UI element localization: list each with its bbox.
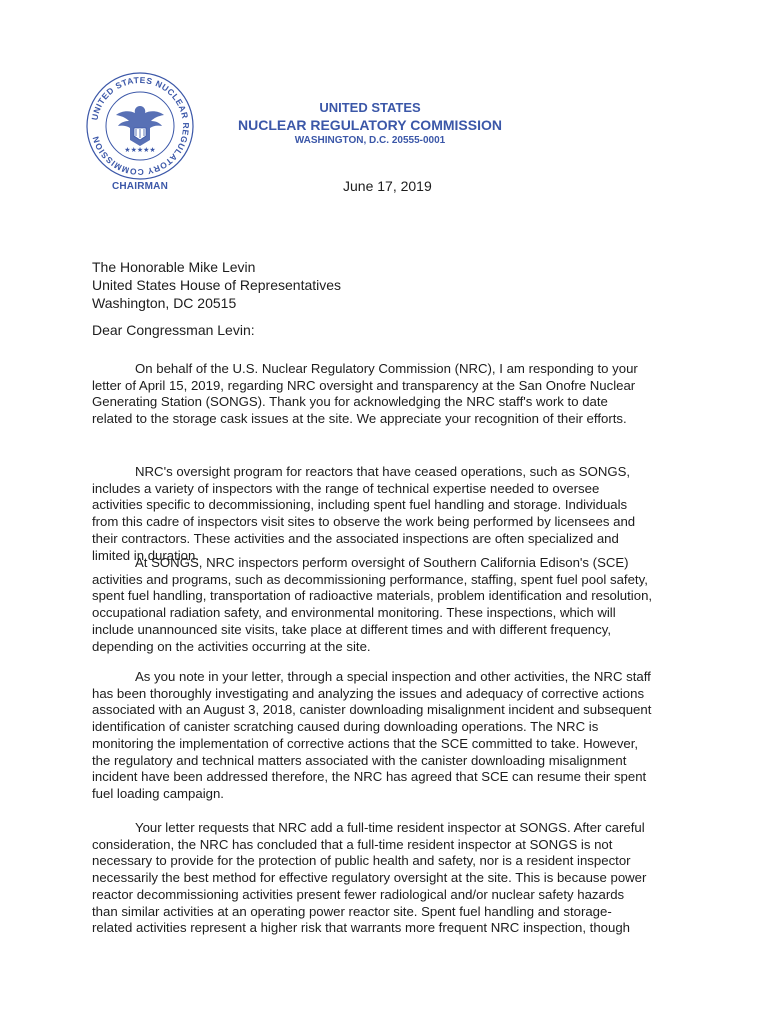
address-line: United States House of Representatives [92,277,342,293]
paragraph-line: reactor decommissioning activities present fewer radiological and/or nuclear safety hazards [92,886,625,902]
paragraph-line: the regulatory and technical matters associated with the canister downloading misalignment [92,752,627,768]
paragraph-line: Generating Station (SONGS). Thank you for acknowledging the NRC staff's work to date [92,394,608,410]
paragraph-line: consideration, the NRC has concluded that a full-time resident inspector at SONGS is not [92,836,613,852]
paragraph-line: NRC's oversight program for reactors that have ceased operations, such as SONGS, [135,464,631,479]
paragraph-line: At SONGS, NRC inspectors perform oversight of Southern California Edison's (SCE) [135,555,629,570]
office-label: CHAIRMAN [111,181,169,192]
body-paragraph [92,464,635,564]
paragraph-line: activities and programs, such as decommissioning performance, staffing, spent fuel pool safety, [92,571,648,587]
seal-ring-text: UNITED STATES NUCLEAR REGULATORY COMMISSION [89,74,192,178]
paragraph-line: necessarily the best method for effective regulatory oversight at the site. This is because power [92,870,647,886]
body-paragraph [92,820,646,937]
paragraph-line: As you note in your letter, through a special inspection and other activities, the NRC staff [135,669,651,684]
paragraph-line: monitoring the implementation of corrective actions that the SCE committed to take. However, [92,735,639,751]
agency-header [220,100,520,148]
body-paragraph [92,669,651,803]
letter-date: June 17, 2019 [343,178,432,194]
salutation: Dear Congressman Levin: [92,322,255,338]
paragraph-line: necessary to provide for the protection of public health and safety, nor is a resident inspector [92,853,631,869]
paragraph-line: depending on the activities occurring at the site. [92,638,371,654]
paragraph-line: fuel loading campaign. [92,785,224,801]
address-line: The Honorable Mike Levin [92,259,256,275]
paragraph-line: than similar activities at an operating power reactor site. Spent fuel handling and storage- [92,903,612,919]
paragraph-line: includes a variety of inspectors with the range of technical expertise needed to oversee [92,480,600,496]
paragraph-line: Your letter requests that NRC add a full-time resident inspector at SONGS. After careful [135,820,645,835]
paragraph-line: limited in duration. [92,547,200,563]
seal-graphic [84,70,196,182]
paragraph-line: related activities represent a higher risk that warrants more frequent NRC inspection, though [92,920,631,936]
paragraph-line: incident have been addressed therefore, the NRC has agreed that SCE can resume their spent [92,769,647,785]
address-line: Washington, DC 20515 [92,295,237,311]
paragraph-line: spent fuel handling, transportation of radioactive materials, problem identification and resolution, [92,588,653,604]
paragraph-line: related to the storage cask issues at the site. We appreciate your recognition of their efforts. [92,411,627,427]
paragraph-line: identification of canister scratching caused during downloading operations. The NRC is [92,719,599,735]
paragraph-line: occupational radiation safety, and environmental monitoring. These inspections, which will [92,605,616,621]
paragraph-line: include unannounced site visits, take place at different times and with different frequency, [92,621,612,637]
paragraph-line: from this cadre of inspectors visit sites to observe the work being performed by licensees and [92,514,636,530]
svg-text:★★★★★: ★★★★★ [124,147,156,154]
body-paragraph [92,361,638,428]
nrc-seal-logo [84,70,196,182]
paragraph-line: activities specific to decommissioning, including spent fuel handling and storage. Individuals [92,497,628,513]
agency-name: NUCLEAR REGULATORY COMMISSION [238,117,502,133]
paragraph-line: On behalf of the U.S. Nuclear Regulatory Commission (NRC), I am responding to your [135,361,638,376]
paragraph-line: associated with an August 3, 2018, canister downloading misalignment incident and subsequent [92,702,652,718]
recipient-address [92,258,341,312]
agency-address: WASHINGTON, D.C. 20555-0001 [294,135,446,146]
agency-country: UNITED STATES [319,100,421,115]
paragraph-line: their contractors. These activities and the associated inspections are often specialized and [92,530,619,546]
paragraph-line: has been thoroughly investigating and analyzing the issues and adequacy of corrective actions [92,685,645,701]
body-paragraph [92,555,652,655]
paragraph-line: letter of April 15, 2019, regarding NRC oversight and transparency at the San Onofre Nuclear [92,377,636,393]
